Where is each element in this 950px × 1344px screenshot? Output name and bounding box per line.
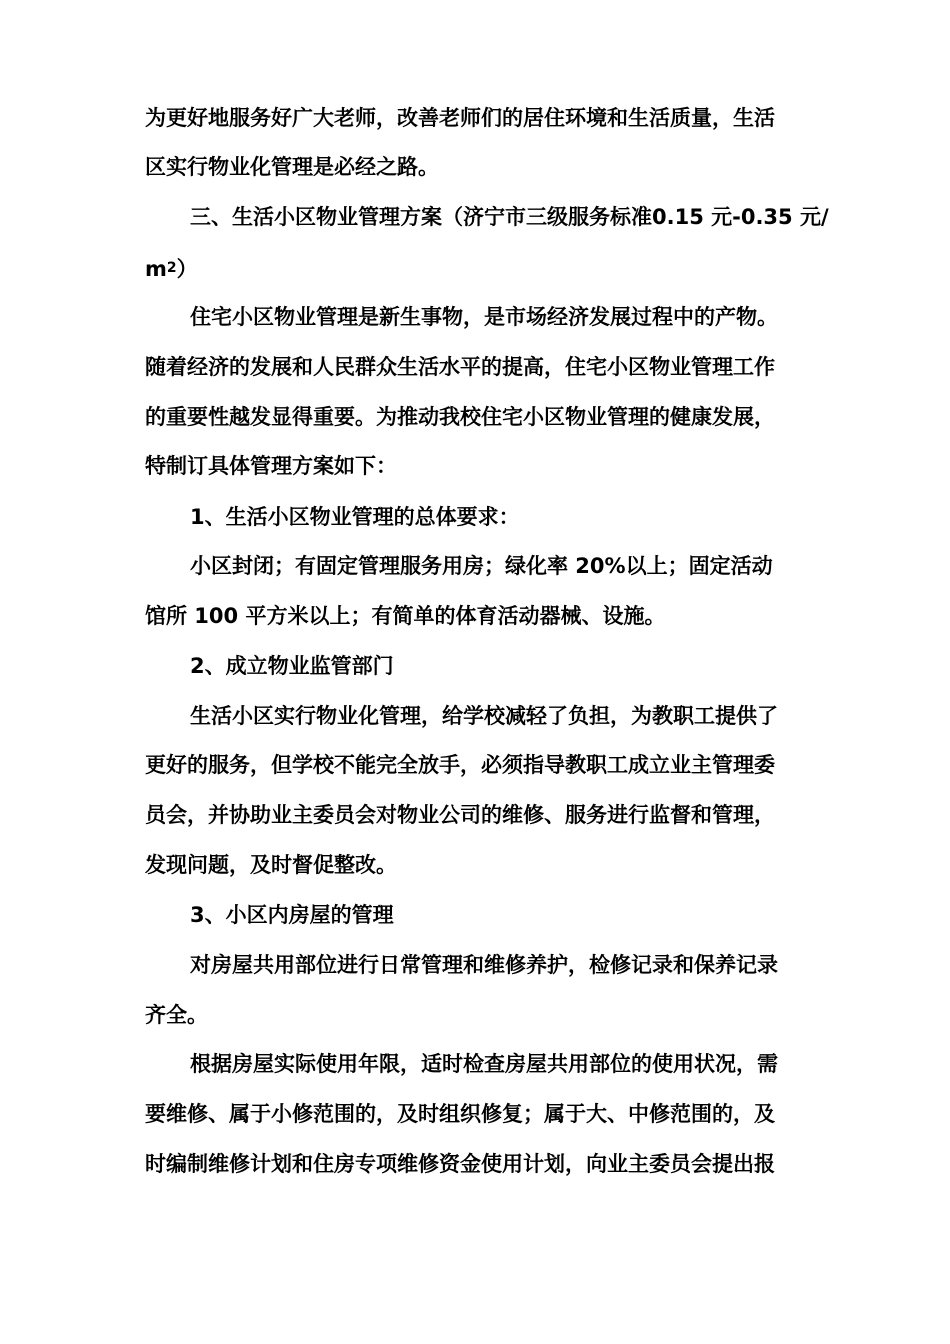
paragraph-line: 时编制维修计划和住房专项维修资金使用计划，向业主委员会提出报 [145,1152,775,1176]
paragraph-line: 员会，并协助业主委员会对物业公司的维修、服务进行监督和管理， [145,803,775,827]
paragraph-line: 更好的服务，但学校不能完全放手，必须指导教职工成立业主管理委 [145,753,775,777]
paragraph-line: 根据房屋实际使用年限，适时检查房屋共用部位的使用状况，需 [190,1052,778,1076]
paragraph-line: 馆所 100 平方米以上；有简单的体育活动器械、设施。 [145,604,666,628]
subsection-heading: 3、小区内房屋的管理 [190,903,394,927]
section-heading-continued [145,256,198,281]
paragraph-line: 发现问题，及时督促整改。 [145,853,397,877]
unit-superscript: 2 [166,260,177,276]
paragraph-line: 住宅小区物业管理是新生事物，是市场经济发展过程中的产物。 [190,305,778,329]
paragraph-line: 的重要性越发显得重要。为推动我校住宅小区物业管理的健康发展， [145,405,775,429]
subsection-heading: 2、成立物业监管部门 [190,654,394,678]
unit-m: m [145,257,167,281]
subsection-heading: 1、生活小区物业管理的总体要求： [190,505,520,529]
paragraph-line: 齐全。 [145,1003,208,1027]
paragraph-line: 随着经济的发展和人民群众生活水平的提高，住宅小区物业管理工作 [145,355,775,379]
paragraph-line: 对房屋共用部位进行日常管理和维修养护，检修记录和保养记录 [190,953,778,977]
paragraph-line: 特制订具体管理方案如下： [145,454,397,478]
paragraph-line: 区实行物业化管理是必经之路。 [145,155,439,179]
section-heading: 三、生活小区物业管理方案（济宁市三级服务标准0.15 元-0.35 元/ [190,205,829,229]
paragraph-line: 小区封闭；有固定管理服务用房；绿化率 20%以上；固定活动 [190,554,773,578]
paragraph-line: 要维修、属于小修范围的，及时组织修复；属于大、中修范围的，及 [145,1102,775,1126]
paragraph-line: 生活小区实行物业化管理，给学校减轻了负担，为教职工提供了 [190,704,778,728]
closing-paren: ） [176,257,198,281]
paragraph-line: 为更好地服务好广大老师，改善老师们的居住环境和生活质量，生活 [145,106,775,130]
